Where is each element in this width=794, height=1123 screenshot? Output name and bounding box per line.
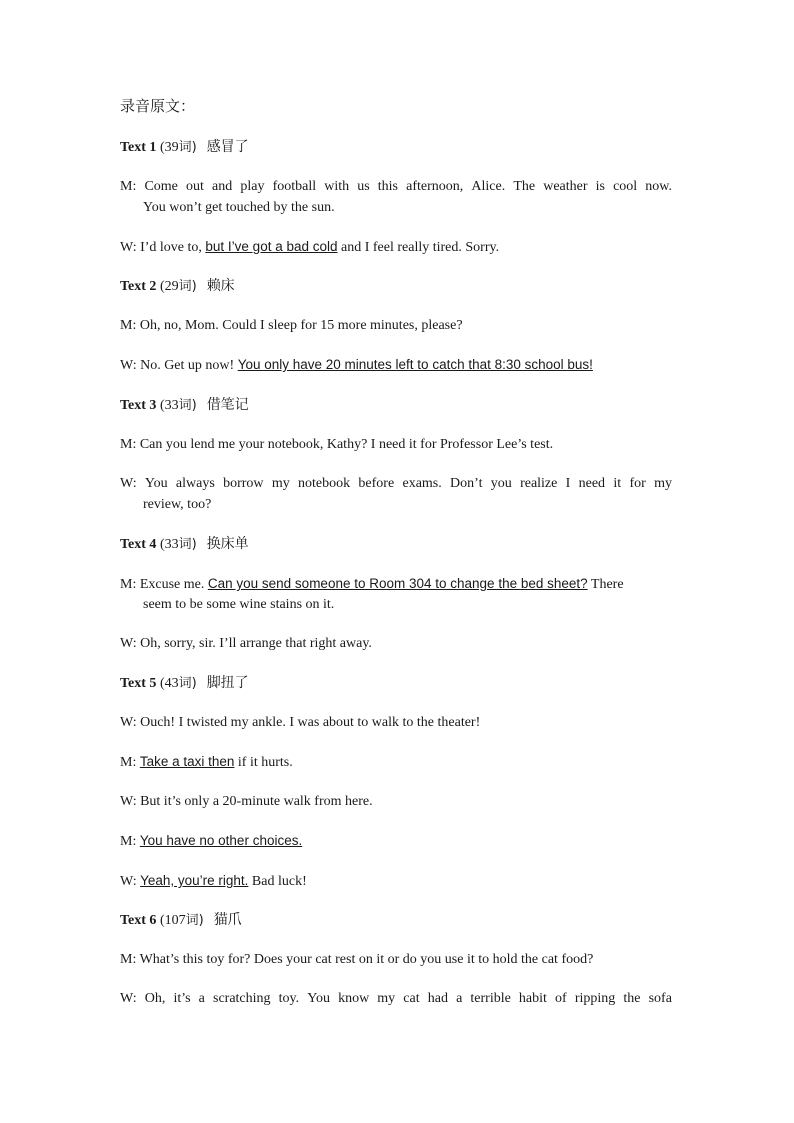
page-heading: 录音原文： (120, 97, 196, 115)
text-1-heading (120, 138, 249, 157)
dialogue-text: M: (120, 834, 140, 849)
text-label: Text 5 (120, 676, 157, 691)
dialogue-text: and I feel really tired. Sorry. (337, 240, 500, 255)
word: cool (613, 179, 638, 194)
dialogue-text: W: No. Get up now! (120, 358, 238, 373)
dialogue-text: M: (120, 755, 140, 770)
word: Oh, (144, 991, 166, 1006)
text-6-speaker-m: M: What’s this toy for? Does your cat rest on it or do you use it to hold the cat food? (120, 952, 594, 967)
word: afternoon, (406, 179, 464, 194)
word: it’s (173, 991, 191, 1006)
word: know (338, 991, 370, 1006)
word: toy. (278, 991, 300, 1006)
dialogue-text: W: (120, 874, 141, 889)
text-5-speaker-w-2: W: But it’s only a 20-minute walk from here. (120, 794, 373, 809)
text-topic: 借笔记 (206, 397, 249, 413)
word: my (271, 476, 290, 491)
word-count: (39 (156, 140, 179, 155)
word: terrible (470, 991, 511, 1006)
dialogue-text: M: Excuse me. (120, 577, 208, 592)
text-2-heading (120, 277, 235, 296)
word: Don’t (450, 476, 483, 491)
word-count-unit: 词) (178, 398, 197, 413)
word: had (427, 991, 448, 1006)
text-topic: 感冒了 (206, 139, 249, 155)
word: W: (120, 476, 137, 491)
text-2-speaker-m: M: Oh, no, Mom. Could I sleep for 15 more minutes, please? (120, 318, 463, 333)
text-5-heading (120, 674, 249, 693)
text-topic: 换床单 (206, 536, 249, 552)
word: football (272, 179, 317, 194)
text-3-speaker-w-line-1 (120, 475, 672, 493)
word-count-unit: 词) (185, 913, 204, 928)
underlined-answer: Take a taxi then (139, 754, 235, 769)
underlined-answer: Can you send someone to Room 304 to change the bed sheet? (207, 576, 588, 591)
text-label: Text 2 (120, 279, 157, 294)
underlined-answer: but I’ve got a bad cold (205, 239, 338, 254)
word: ripping (574, 991, 616, 1006)
word: sofa (648, 991, 672, 1006)
word: a (198, 991, 205, 1006)
word: realize (520, 476, 558, 491)
text-5-speaker-m-2 (120, 832, 302, 851)
word: my (654, 476, 672, 491)
word: weather (543, 179, 588, 194)
text-topic: 赖床 (206, 278, 235, 294)
word-count-unit: 词) (178, 140, 197, 155)
text-4-heading (120, 535, 249, 554)
text-3-heading (120, 396, 249, 415)
text-topic: 脚扭了 (206, 675, 249, 691)
word: The (513, 179, 536, 194)
text-6-heading (120, 911, 242, 930)
text-3-speaker-m: M: Can you lend me your notebook, Kathy? I need it for Professor Lee’s test. (120, 437, 554, 452)
word: need (578, 476, 606, 491)
word: M: (120, 179, 137, 194)
word-count: (33 (156, 537, 179, 552)
text-5-speaker-w-1: W: Ouch! I twisted my ankle. I was about to walk to the theater! (120, 715, 481, 730)
word: play (240, 179, 265, 194)
text-label: Text 4 (120, 537, 157, 552)
word: borrow (223, 476, 264, 491)
word: you (490, 476, 512, 491)
word: You (307, 991, 330, 1006)
word: the (623, 991, 641, 1006)
word: scratching (213, 991, 271, 1006)
word: us (357, 179, 370, 194)
word: is (595, 179, 605, 194)
word: You (144, 476, 168, 491)
word: of (555, 991, 567, 1006)
text-1-speaker-m-line-2: You won’t get touched by the sun. (143, 200, 335, 215)
word: cat (403, 991, 420, 1006)
word: and (212, 179, 233, 194)
word: my (377, 991, 396, 1006)
word: notebook (298, 476, 351, 491)
word: exams. (402, 476, 442, 491)
word-count: (43 (156, 676, 179, 691)
word: before (358, 476, 395, 491)
word-count: (33 (156, 398, 179, 413)
word-count: (107 (156, 913, 186, 928)
dialogue-text: There (587, 577, 624, 592)
word: with (324, 179, 350, 194)
word: it (613, 476, 622, 491)
text-label: Text 6 (120, 913, 157, 928)
text-topic: 猫爪 (213, 912, 242, 928)
word: now. (645, 179, 672, 194)
text-4-speaker-w: W: Oh, sorry, sir. I’ll arrange that right away. (120, 636, 372, 651)
underlined-answer: You have no other choices. (139, 833, 303, 848)
dialogue-text: Bad luck! (248, 874, 307, 889)
text-label: Text 1 (120, 140, 157, 155)
word: a (456, 991, 463, 1006)
text-4-speaker-m-line-2: seem to be some wine stains on it. (143, 597, 335, 612)
word: Come (144, 179, 178, 194)
text-1-speaker-w (120, 238, 499, 257)
word: habit (518, 991, 547, 1006)
word: I (565, 476, 571, 491)
text-label: Text 3 (120, 398, 157, 413)
word-count-unit: 词) (178, 537, 197, 552)
word: this (377, 179, 399, 194)
text-5-speaker-m-1 (120, 753, 293, 772)
word-count-unit: 词) (178, 279, 197, 294)
word: Alice. (471, 179, 506, 194)
word: for (629, 476, 646, 491)
word: W: (120, 991, 137, 1006)
text-2-speaker-w (120, 356, 593, 375)
word-count-unit: 词) (178, 676, 197, 691)
text-1-speaker-m-line-1 (120, 178, 672, 196)
text-3-speaker-w-line-2: review, too? (143, 497, 212, 512)
text-4-speaker-m-line-1 (120, 575, 624, 594)
dialogue-text: if it hurts. (234, 755, 293, 770)
dialogue-text: W: I’d love to, (120, 240, 206, 255)
word: always (175, 476, 215, 491)
underlined-answer: You only have 20 minutes left to catch that 8:30 school bus! (237, 357, 593, 372)
text-6-speaker-w-line-1 (120, 990, 672, 1008)
text-5-speaker-w-3 (120, 872, 307, 891)
word-count: (29 (156, 279, 179, 294)
underlined-answer: Yeah, you’re right. (140, 873, 249, 888)
word: out (186, 179, 204, 194)
